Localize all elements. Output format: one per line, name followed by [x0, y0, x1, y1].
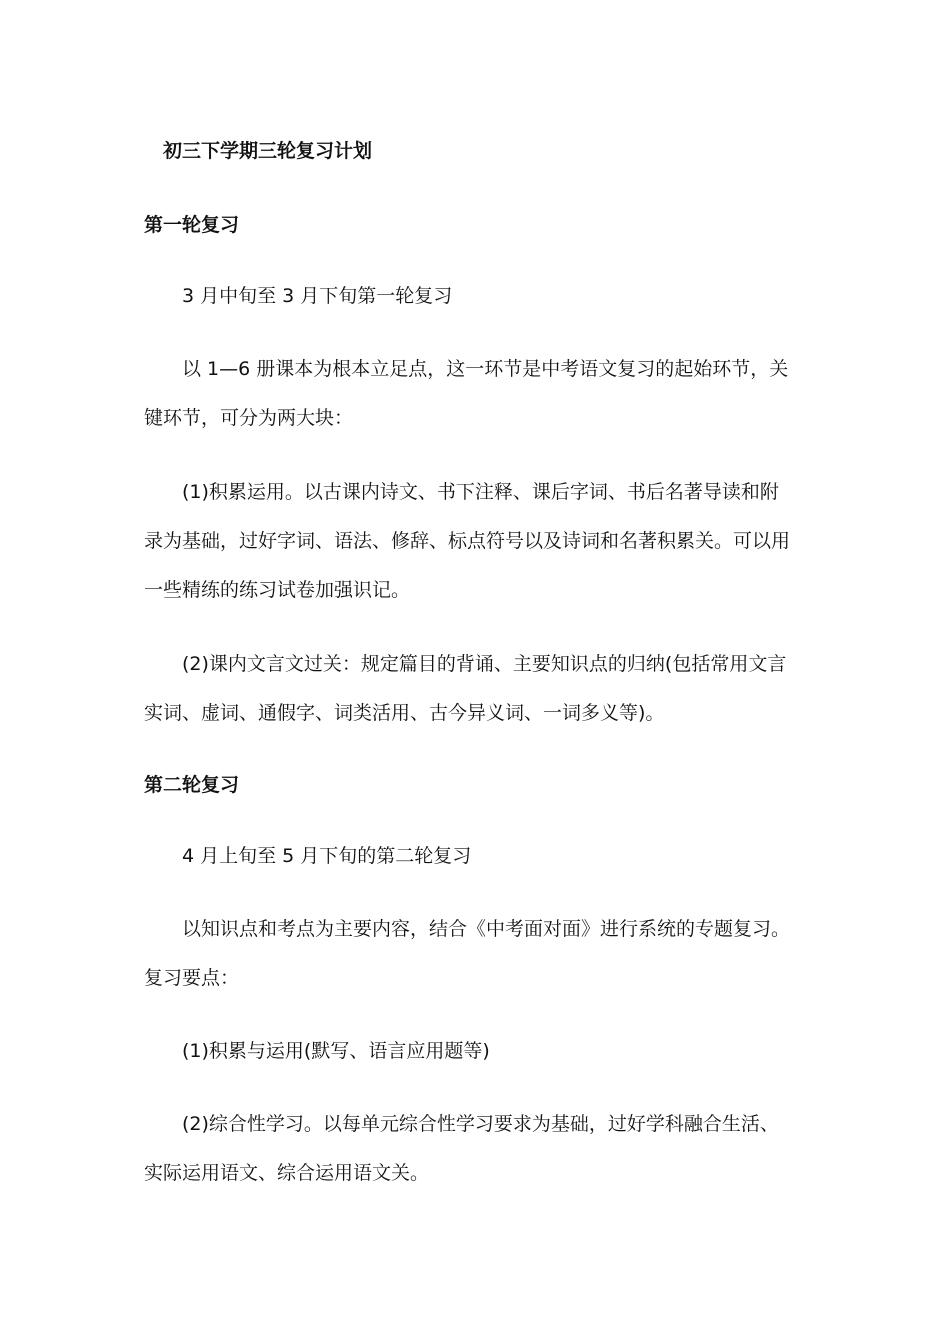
paragraph-second-round-schedule: 4 月上旬至 5 月下旬的第二轮复习	[182, 845, 472, 867]
paragraph-first-round-schedule: 3 月中旬至 3 月下旬第一轮复习	[182, 285, 453, 307]
paragraph-second-round-item-1: (1)积累与运用(默写、语言应用题等)	[182, 1040, 490, 1062]
paragraph-first-round-item-1: (1)积累运用。以古课内诗文、书下注释、课后字词、书后名著导读和附录为基础，过好字词、语法、修辞、标点符号以及诗词和名著积累关。可以用一些精练的练习试卷加强识记。	[144, 481, 791, 601]
section-heading-first-round: 第一轮复习	[144, 214, 240, 236]
paragraph-first-round-item-2: (2)课内文言文过关：规定篇目的背诵、主要知识点的归纳(包括常用文言实词、虚词、通假字、词类活用、古今异义词、一词多义等)。	[144, 653, 787, 724]
document-title: 初三下学期三轮复习计划	[163, 140, 373, 162]
paragraph-second-round-intro: 以知识点和考点为主要内容，结合《中考面对面》进行系统的专题复习。复习要点：	[144, 918, 791, 989]
paragraph-second-round-item-2: (2)综合性学习。以每单元综合性学习要求为基础，过好学科融合生活、实际运用语文、综合运用语文关。	[144, 1113, 779, 1184]
section-heading-second-round: 第二轮复习	[144, 774, 240, 796]
paragraph-first-round-intro: 以 1—6 册课本为根本立足点，这一环节是中考语文复习的起始环节，关键环节，可分为两大块：	[144, 358, 789, 429]
